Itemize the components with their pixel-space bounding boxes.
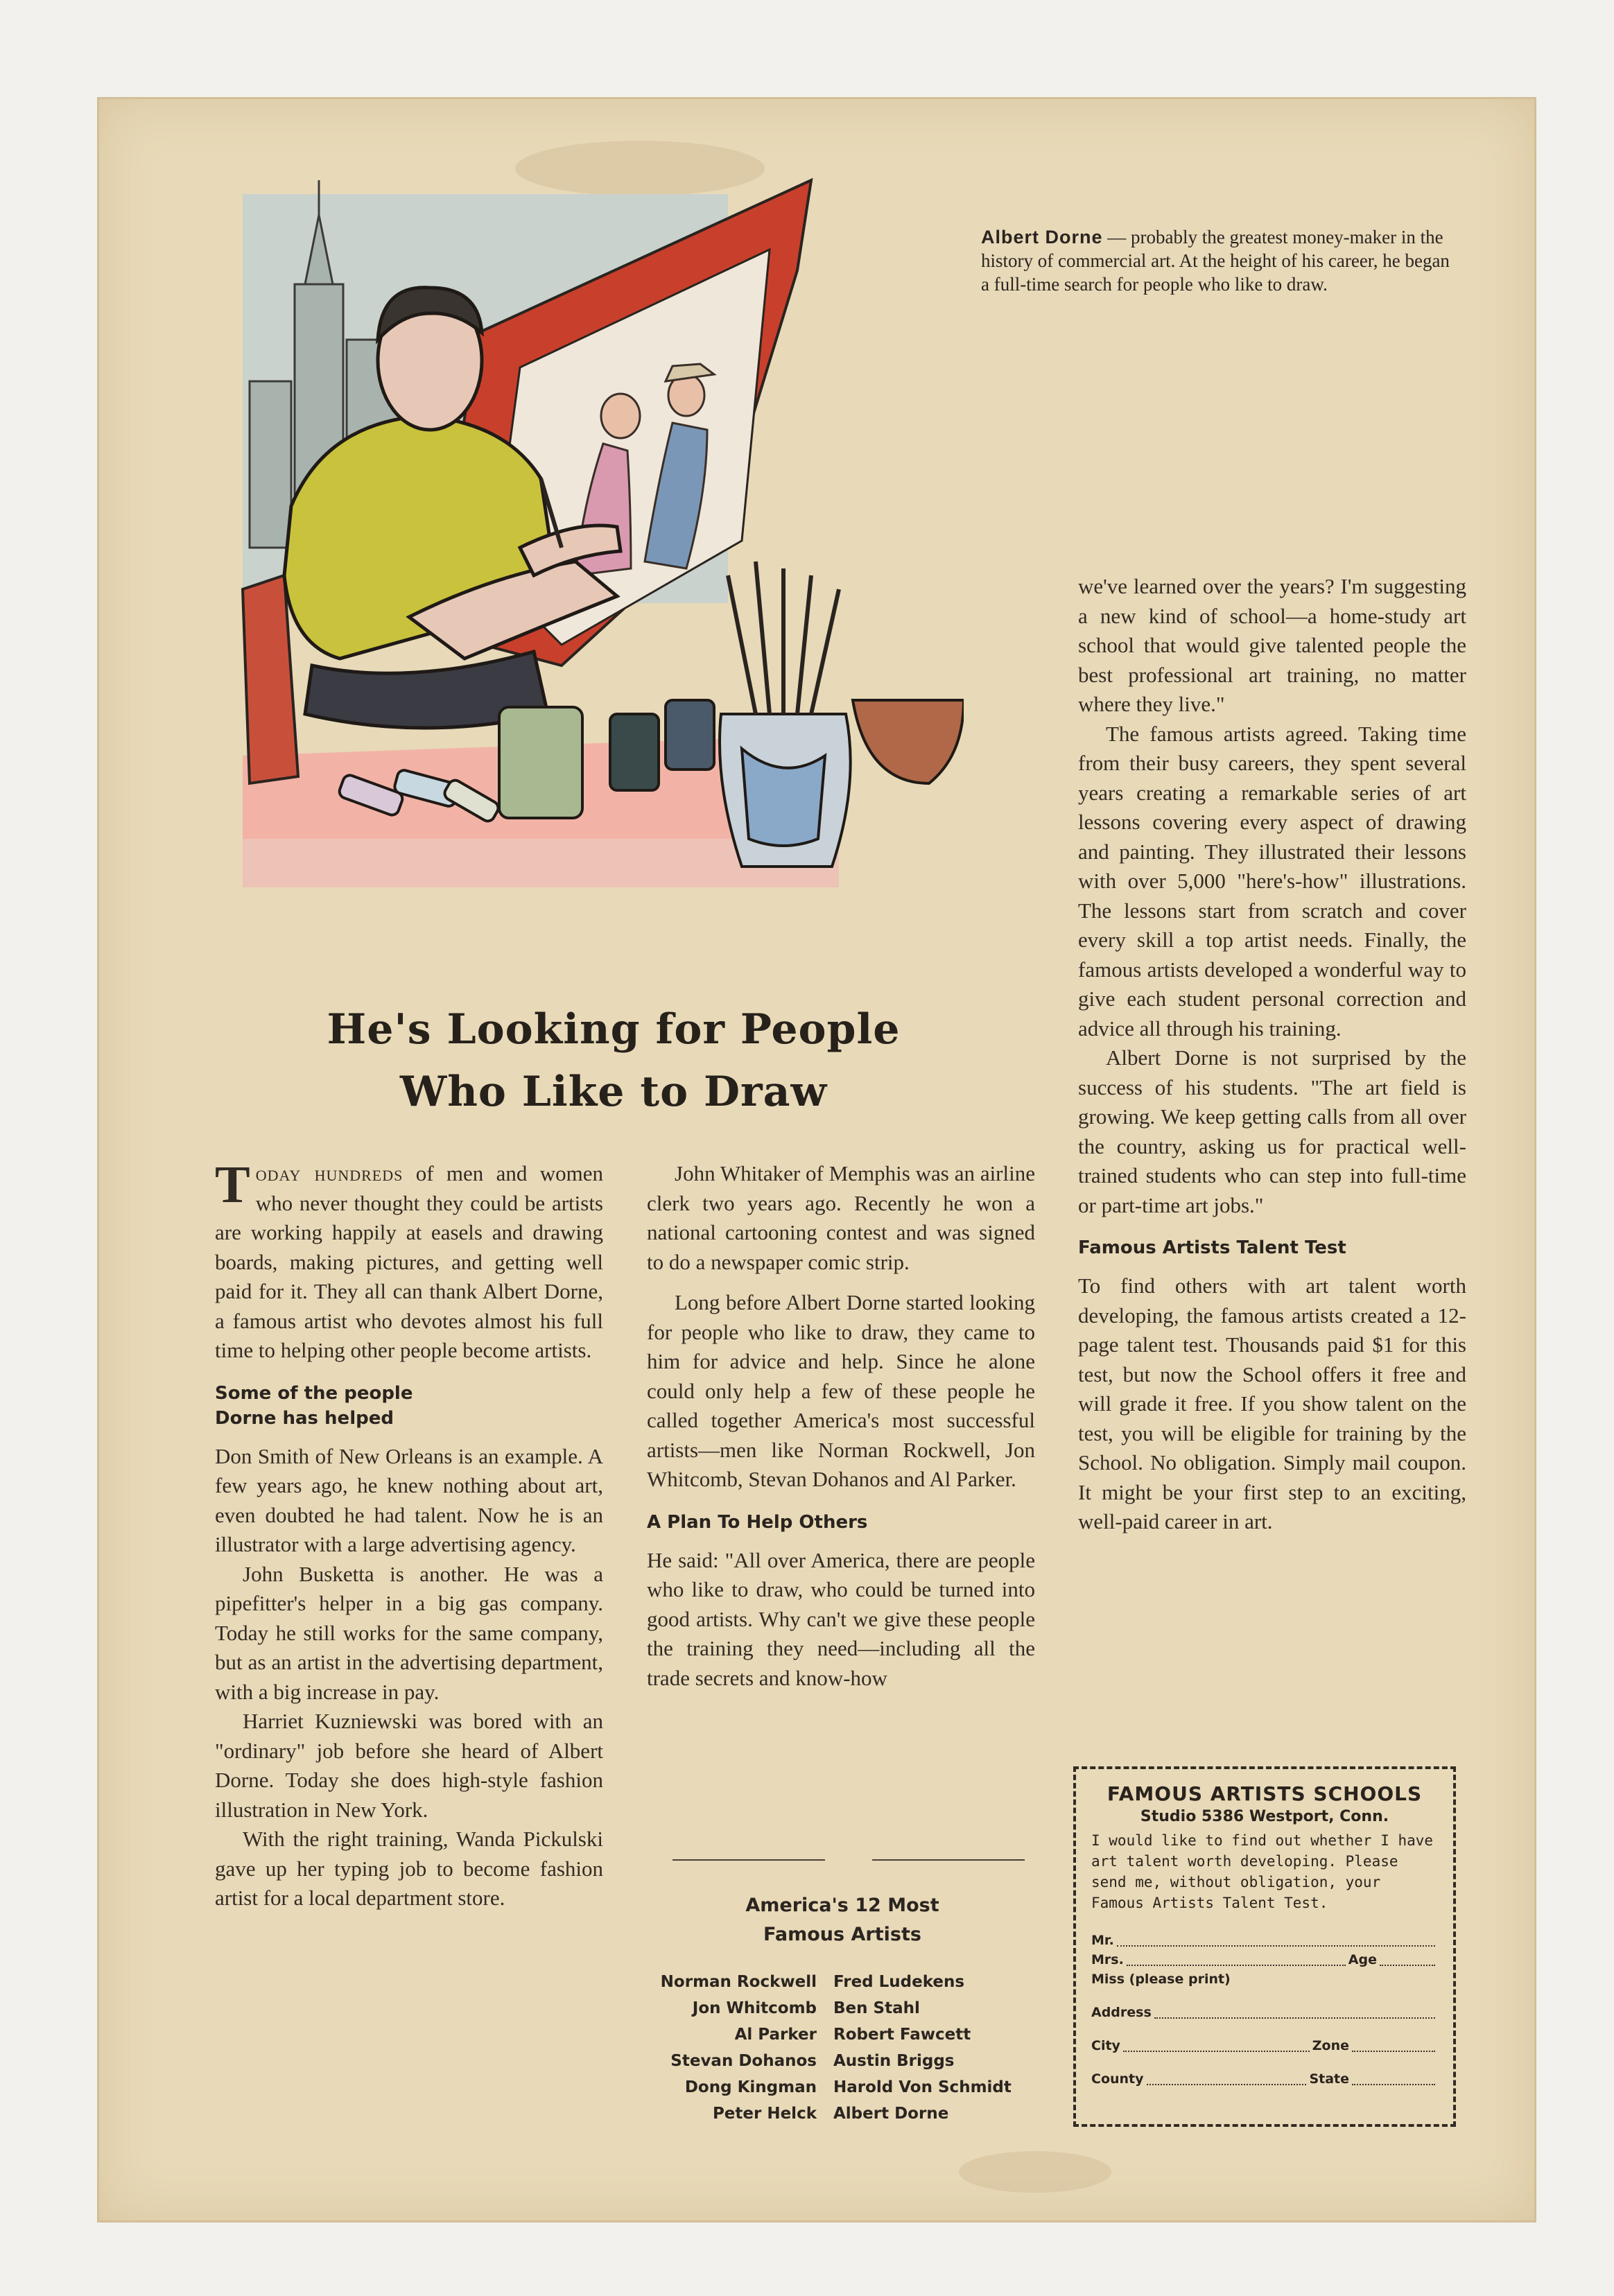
lead-smallcaps: oday hundreds: [255, 1161, 404, 1185]
artist-illustration: [132, 90, 964, 887]
field-city-zone[interactable]: [1091, 2037, 1438, 2055]
paper-stain: [959, 2151, 1111, 2193]
field-label: Zone: [1312, 2038, 1349, 2053]
famous-artists-list: [638, 1969, 1054, 2127]
subheading-people-helped: [215, 1381, 603, 1431]
field-label: Mr.: [1091, 1933, 1114, 1948]
article-column-3: [1078, 572, 1466, 1537]
paragraph: John Whitaker of Memphis was an airline clerk two years ago. Recently he won a national cartooning contest and was signed to do a newspaper comic strip.: [647, 1161, 1035, 1274]
artist-name: Dong Kingman: [684, 2078, 817, 2096]
artist-name: Peter Helck: [712, 2105, 817, 2123]
field-label: Address: [1091, 2005, 1152, 2020]
paragraph: [215, 1156, 603, 1366]
artist-name: Ben Stahl: [833, 1999, 920, 2017]
subheading-talent-test: Famous Artists Talent Test: [1078, 1237, 1346, 1258]
artist-name: Stevan Dohanos: [670, 2052, 817, 2070]
mail-coupon[interactable]: [1073, 1766, 1456, 2127]
paragraph-text: of men and women who never thought they could be artists are working happily at easels and drawing boards, making pictures, and getting well paid for it. They all can thank Albert Dorne, a famous artist who devotes almost his full time to helping other people become artists.: [215, 1161, 603, 1362]
field-address[interactable]: [1091, 2003, 1438, 2021]
field-label: State: [1309, 2071, 1349, 2087]
paragraph: He said: "All over America, there are people who like to draw, who could be turned into good artists. Why can't we give these people the training they need—including all the trade secrets and know-how: [647, 1547, 1035, 1690]
paragraph: Long before Albert Dorne started looking for people who like to draw, they came to him for advice and help. Since he alone could only help a few of these people he called together America's most successful artists—men like Norman Rockwell, Jon Whitcomb, Stevan Dohanos and Al Parker.: [647, 1290, 1035, 1491]
artist-name: Jon Whitcomb: [692, 1999, 817, 2017]
field-label: Mrs.: [1091, 1952, 1124, 1967]
field-label: Miss (please print): [1091, 1972, 1231, 1987]
artist-name: Norman Rockwell: [660, 1973, 817, 1991]
paragraph: The famous artists agreed. Taking time from their busy careers, they spent several years creating a remarkable series of art lessons covering every aspect of drawing and painting. They illustrated their lessons with over 5,000 "here's-how" illustrations. The lessons start from scratch and cover every skill a top artist needs. Finally, the famous artists developed a wonderful way to give each student personal correction and advice all through his training.: [1078, 721, 1466, 1041]
subheading-line: Some of the people: [215, 1382, 413, 1404]
subheading-line: Dorne has helped: [215, 1407, 394, 1429]
divider-rule: [872, 1859, 1025, 1861]
fill-line: [1147, 2084, 1307, 2085]
drop-cap: T: [215, 1156, 250, 1214]
field-county-state[interactable]: [1091, 2070, 1438, 2088]
divider-rule: [672, 1859, 825, 1861]
heading-line: America's 12 Most: [745, 1895, 939, 1916]
famous-artists-heading: [648, 1891, 1036, 1949]
paragraph: With the right training, Wanda Pickulski gave up her typing job to become fashion artist for a local department store.: [215, 1827, 603, 1910]
field-miss[interactable]: [1091, 1970, 1438, 1988]
headline: [208, 998, 1019, 1123]
fill-line: [1123, 2051, 1310, 2052]
caption-text: — probably the greatest money-maker in the history of commercial art. At the height of his career, he began a full-time search for people who like to draw.: [981, 227, 1450, 295]
field-label: County: [1091, 2071, 1144, 2087]
field-mrs-age[interactable]: [1091, 1951, 1438, 1969]
paragraph: To find others with art talent worth developing, the famous artists created a 12-page talent test. Thousands paid $1 for this test, but now the School offers it free and will grade it free. If you show talent on the test, you will be eligible for training by the School. No obligation. Simply mail coupon. It might be your first step to an exciting, well-paid career in art.: [1078, 1273, 1466, 1533]
heading-line: Famous Artists: [763, 1924, 921, 1945]
field-label: City: [1091, 2038, 1120, 2053]
paragraph: we've learned over the years? I'm suggesting a new kind of school—a home-study art school that would give talented people the best professional art training, no matter where they live.": [1078, 574, 1466, 716]
artist-name: Austin Briggs: [833, 2052, 955, 2070]
paragraph: Albert Dorne is not surprised by the success of his students. "The art field is growing. We keep getting calls from all over the country, asking us for practical well-trained students who can step into full-time or part-time art jobs.": [1078, 1045, 1466, 1217]
fill-line: [1352, 2084, 1435, 2085]
field-mr[interactable]: [1091, 1931, 1438, 1949]
paragraph: Don Smith of New Orleans is an example. A few years ago, he knew nothing about art, even doubted he had talent. Now he is an illustrator with a large advertising agency.: [215, 1443, 603, 1556]
coupon-studio-address: Studio 5386 Westport, Conn.: [1140, 1808, 1389, 1825]
paragraph: John Busketta is another. He was a pipefitter's helper in a big gas company. Today he still works for the same company, but as an artist in the advertising department, with a big increase in pay.: [215, 1561, 603, 1704]
article-column-2: [647, 1159, 1035, 1693]
bowl: [853, 700, 964, 783]
artist-name: Albert Dorne: [833, 2105, 949, 2123]
portrait-caption: [981, 225, 1452, 296]
coupon-title: FAMOUS ARTISTS SCHOOLS: [1107, 1782, 1423, 1805]
fill-line: [1352, 2051, 1435, 2052]
coupon-body: I would like to find out whether I have art talent worth developing. Please send me, without obligation, your Famous Artists Talent Test.: [1091, 1832, 1434, 1911]
artist-name: Robert Fawcett: [833, 2026, 971, 2044]
caption-name: Albert Dorne: [981, 227, 1103, 247]
artist-name: Al Parker: [734, 2026, 817, 2044]
fill-line: [1380, 1965, 1435, 1966]
fill-line: [1127, 1965, 1346, 1966]
headline-line-1: He's Looking for People: [327, 1005, 901, 1054]
subheading-plan: A Plan To Help Others: [647, 1511, 868, 1533]
paragraph: Harriet Kuzniewski was bored with an "ordinary" job before she heard of Albert Dorne. Today she does high-style fashion illustration in New York.: [215, 1709, 603, 1822]
artist-name: Harold Von Schmidt: [833, 2078, 1012, 2096]
fill-line: [1154, 2017, 1435, 2019]
fill-line: [1117, 1945, 1435, 1947]
article-column-1: [215, 1156, 603, 1913]
headline-line-2: Who Like to Draw: [399, 1068, 828, 1116]
field-label: Age: [1348, 1952, 1377, 1967]
artist-name: Fred Ludekens: [833, 1973, 965, 1991]
